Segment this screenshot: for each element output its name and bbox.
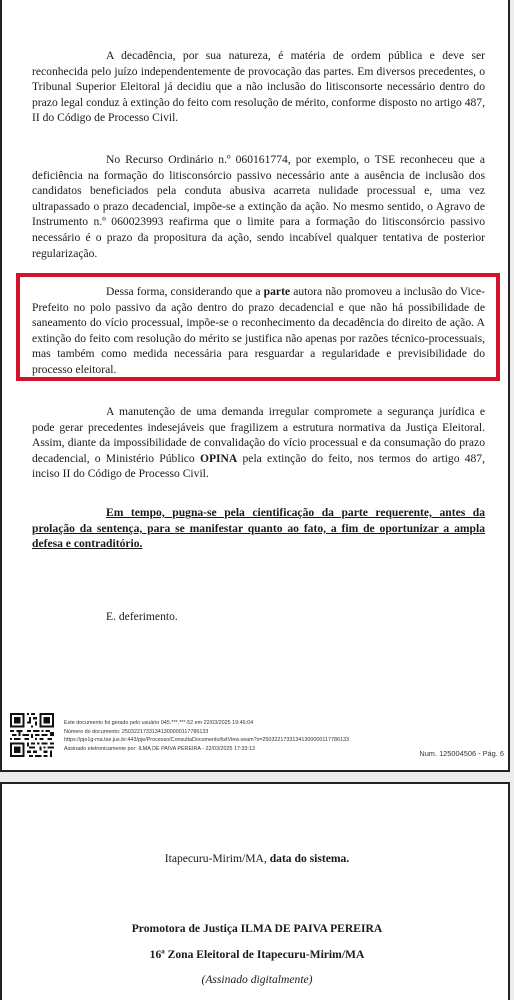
footer-info <box>64 719 349 753</box>
paragraph-recurso-ordinario: No Recurso Ordinário n.º 060161774, por exemplo, o TSE reconheceu que a deficiência na formação do litisconsórcio passivo necessário ante a ausência de inclusão dos candidatos beneficiados pela conduta abusiva acarreta nulidade processual e, uma vez ultrapassado o prazo decadencial, impõe-se a extinção da ação. No mesmo sentido, o Agravo de Instrumento n.º 060023993 reafirma que o limite para a formação do litisconsórcio passivo necessário é o prazo da propositura da ação, sendo incabível qualquer tentativa de posterior regularização. <box>32 153 485 260</box>
paragraph-em-tempo: Em tempo, pugna-se pela cientificação da parte requerente, antes da prolação da sentença, para se manifestar quanto ao fato, a fim de oportunizar a ampla defesa e contraditório. <box>32 506 485 551</box>
paragraph-decadencia: A decadência, por sua natureza, é matéria de ordem pública e deve ser reconhecida pelo juízo independentemente de provocação das partes. Em diversos precedentes, o Tribunal Superior Eleitoral já decidiu que a não inclusão do litisconsorte necessário dentro do prazo legal conduz à extinção do feito com resolução de mérito, conforme disposto no artigo 487, II do Código de Processo Civil. <box>32 49 485 125</box>
footer-signed-line: Assinado eletronicamente por: ILMA DE PAIVA PEREIRA - 22/03/2025 17:33:13 <box>64 745 255 752</box>
paragraph-manutencao: A manutenção de uma demanda irregular compromete a segurança jurídica e pode gerar precedentes indesejáveis que fragilizem a estrutura normativa da Justiça Eleitoral. Assim, diante da impossibilidade de convalidação do vício processual e da consumação do prazo decadencial, o Ministério Público OPINA pela extinção do feito, nos termos do artigo 487, inciso II do Código de Processo Civil. <box>32 405 485 481</box>
paragraph-highlighted: Dessa forma, considerando que a parte autora não promoveu a inclusão do Vice-Prefeito no polo passivo da ação dentro do prazo decadencial e que não há possibilidade de saneamento do vício processual, impõe-se o reconhecimento da decadência do direito de ação. A extinção do feito com resolução do mérito se justifica não apenas por razões técnico-processuais, mas também como medida necessária para resguardar a regularidade e previsibilidade do processo eleitoral. <box>32 285 485 376</box>
footer-generated-line: Este documento foi gerado pelo usuário 045.***.***-52 em 22/03/2025 19:46:04 <box>64 720 254 726</box>
document-page-2 <box>0 782 510 1000</box>
signed-note: (Assinado digitalmente) <box>201 973 313 986</box>
page-number: Num. 125004506 - Pág. 6 <box>419 749 504 758</box>
signer-name: Promotora de Justiça ILMA DE PAIVA PEREIRA <box>131 922 383 935</box>
qr-code-icon[interactable] <box>10 713 54 757</box>
place-date-line: Itapecuru-Mirim/MA, data do sistema. <box>164 852 350 865</box>
document-footer <box>8 711 508 763</box>
paragraph-deferimento: E. deferimento. <box>106 610 178 623</box>
footer-url-link[interactable]: https://pje1g-ma.tse.jus.br:443/pje/Processo/ConsultaDocumento/listView.seam?x=25032217331341300000117786133 <box>64 737 349 744</box>
electoral-zone: 16ª Zona Eleitoral de Itapecuru-Mirim/MA <box>149 948 365 961</box>
footer-document-number: Número do documento: 25032217331341300000117786133 <box>64 728 209 735</box>
